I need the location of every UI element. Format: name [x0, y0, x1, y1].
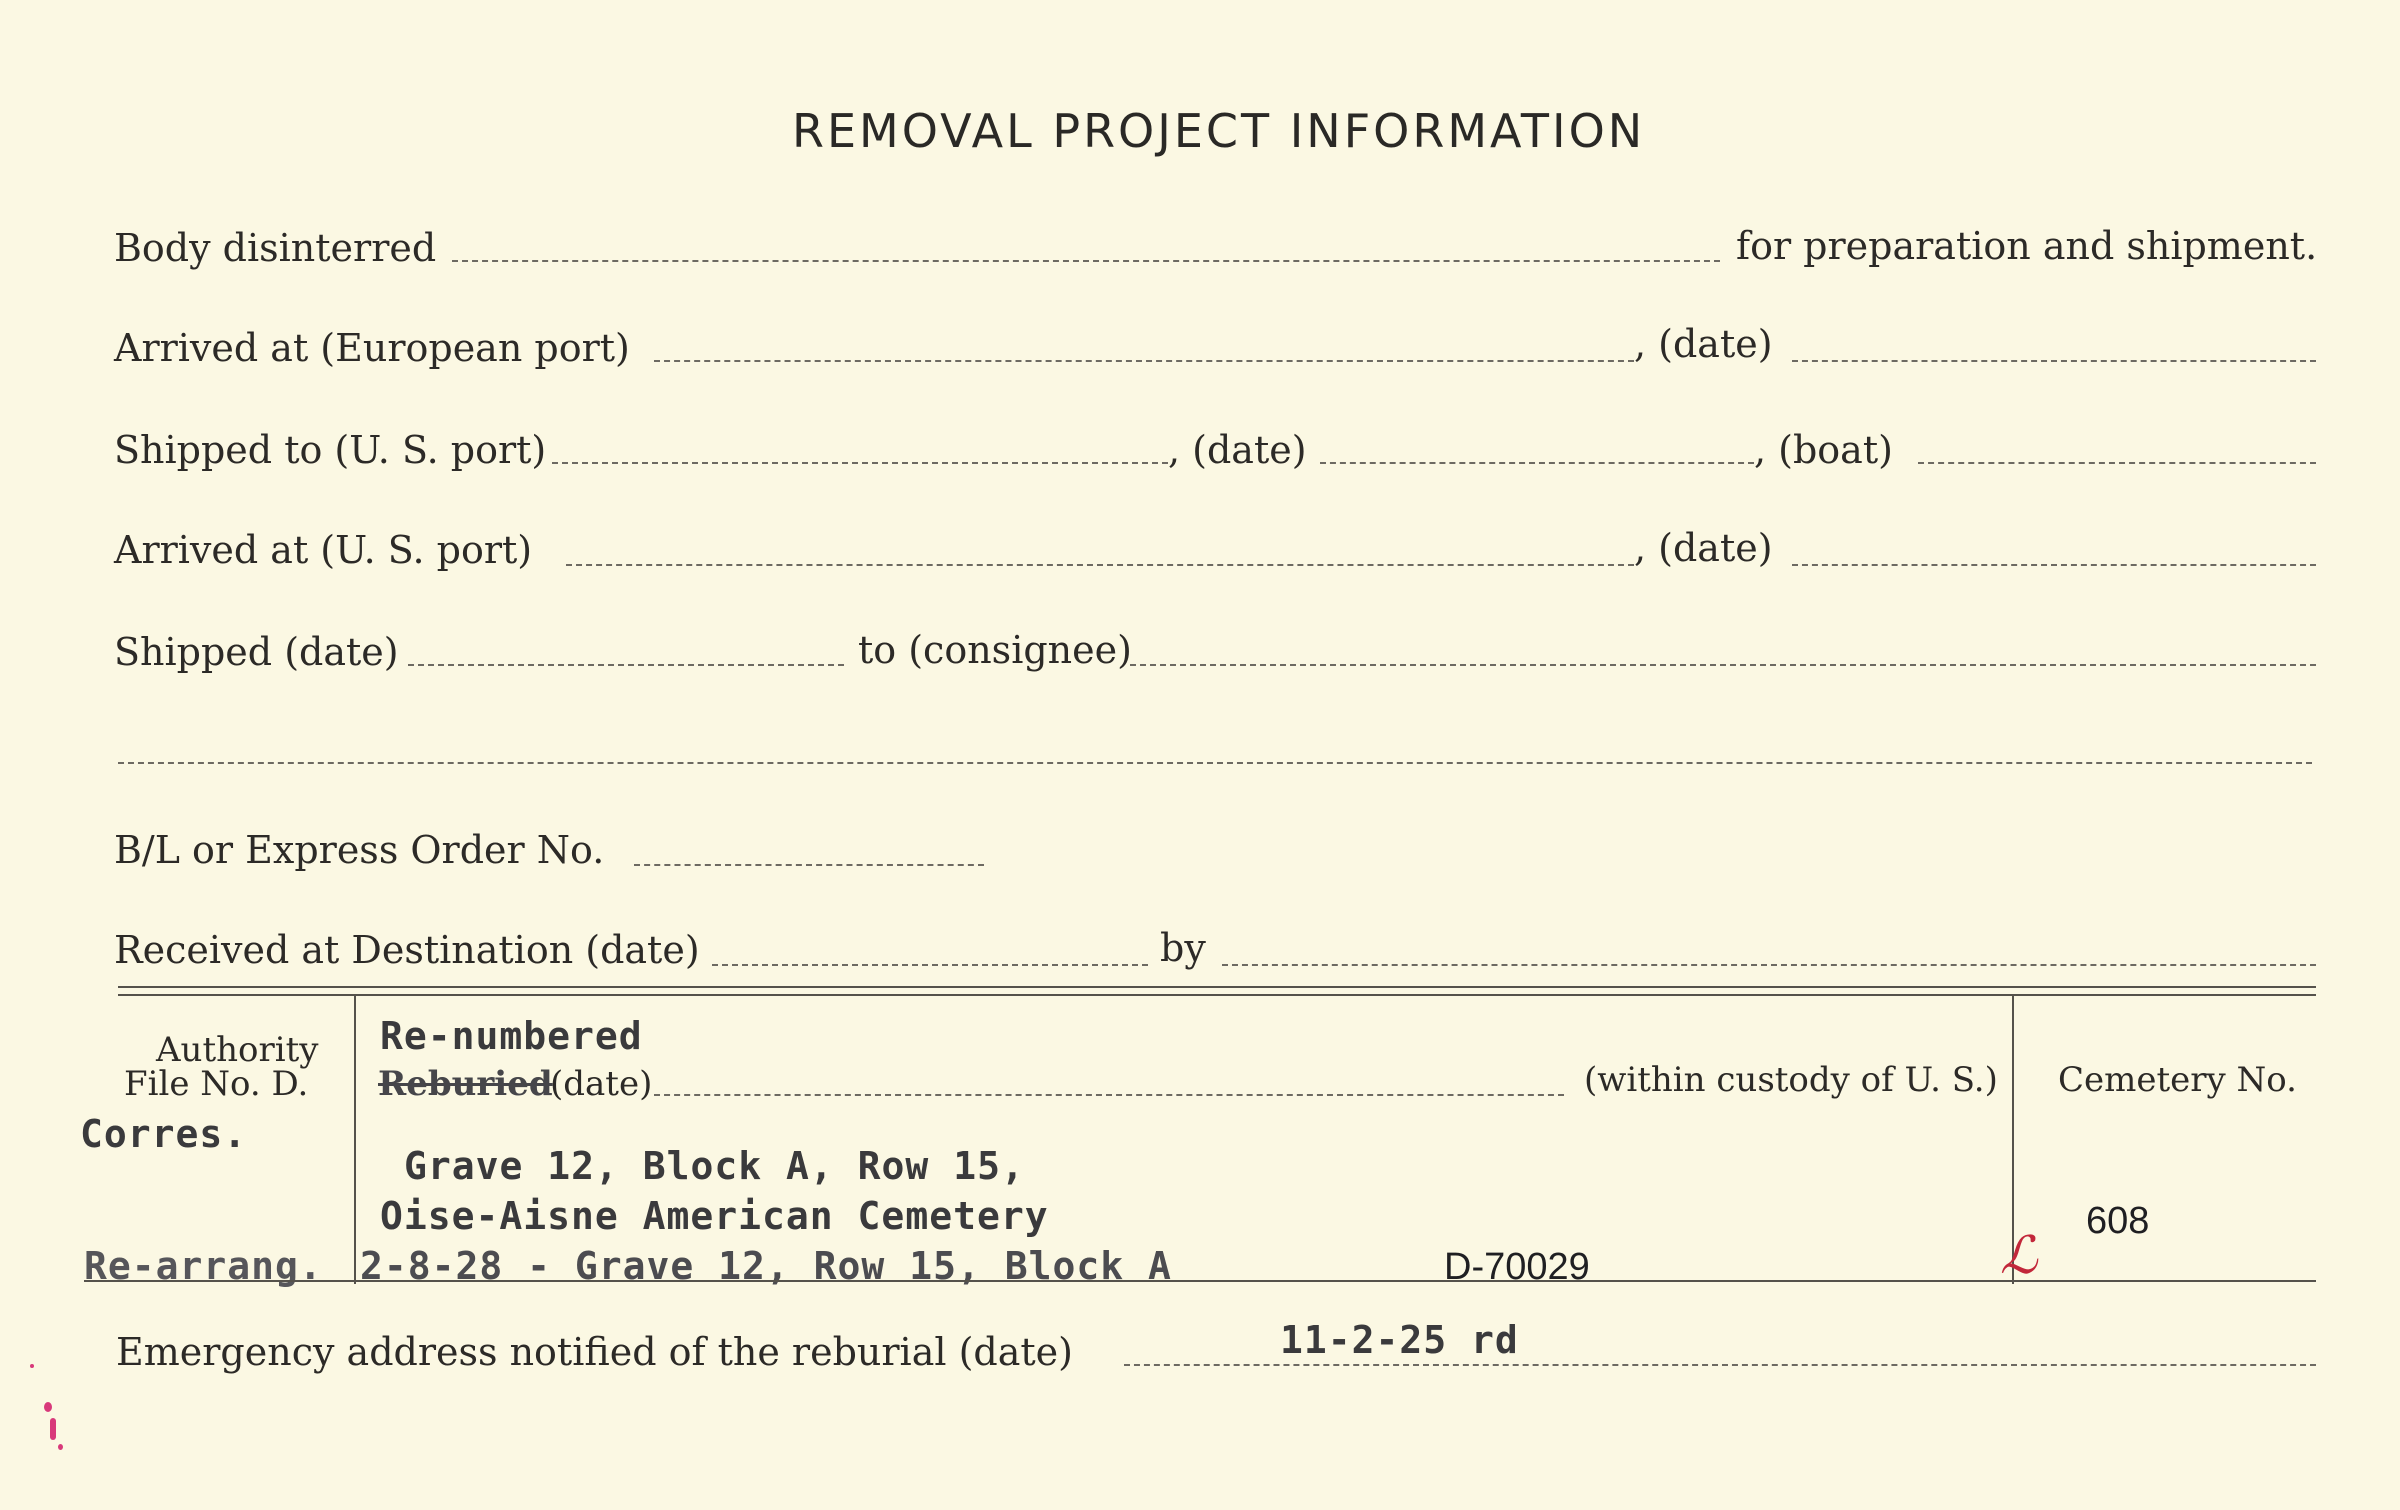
bl-express-order-label: B/L or Express Order No.	[114, 828, 605, 872]
cemetery-no-label: Cemetery No.	[2058, 1060, 2297, 1100]
grave-location-line: Grave 12, Block A, Row 15,	[404, 1144, 1025, 1188]
us-port-line	[552, 462, 1168, 464]
reburied-date-label: (date)	[550, 1064, 653, 1104]
ink-speck	[30, 1364, 34, 1368]
reburied-date-line	[654, 1094, 1564, 1096]
shipped-date-line	[1320, 462, 1754, 464]
received-by-line	[1222, 964, 2316, 966]
consignee-line	[1130, 664, 2316, 666]
arrived-us-port-label: Arrived at (U. S. port)	[114, 528, 533, 572]
file-no-label: File No. D.	[124, 1064, 309, 1104]
custody-label: (within custody of U. S.)	[1584, 1060, 1998, 1100]
authority-label: Authority	[156, 1030, 319, 1070]
european-port-line	[654, 360, 1634, 362]
boat-label: , (boat)	[1754, 428, 1893, 472]
arrived-us-port-line	[566, 564, 1634, 566]
received-destination-label: Received at Destination (date)	[114, 928, 700, 972]
european-date-line	[1792, 360, 2316, 362]
preparation-shipment-label: for preparation and shipment.	[1736, 224, 2318, 268]
cemetery-no-value: 608	[2086, 1200, 2150, 1242]
arrived-us-date-label: , (date)	[1634, 526, 1773, 570]
double-rule-top	[118, 986, 2316, 988]
consignee-continuation-line	[118, 762, 2312, 764]
reburied-struck-label: Reburied	[378, 1064, 553, 1104]
emergency-address-date: 11-2-25 rd	[1280, 1318, 1519, 1362]
emergency-address-label: Emergency address notified of the reburial (date)	[116, 1330, 1073, 1374]
consignee-label: to (consignee)	[858, 628, 1132, 672]
renumbered-heading: Re-numbered	[380, 1014, 643, 1058]
rearrange-label: Re-arrang.	[84, 1244, 323, 1288]
shipped-date-label: , (date)	[1168, 428, 1307, 472]
cemetery-name-line: Oise-Aisne American Cemetery	[380, 1194, 1049, 1238]
ink-speck	[58, 1444, 63, 1450]
red-pen-mark: ℒ	[2000, 1226, 2038, 1286]
rearrange-text: 2-8-28 - Grave 12, Row 15, Block A	[360, 1244, 1172, 1288]
body-disinterred-line	[452, 260, 1720, 262]
authority-value: Corres.	[80, 1112, 248, 1156]
arrived-us-date-line	[1792, 564, 2316, 566]
shipped-date-row-label: Shipped (date)	[114, 630, 399, 674]
received-destination-line	[712, 964, 1148, 966]
rearrange-file-no: D-70029	[1444, 1246, 1590, 1288]
box-divider-left	[354, 996, 356, 1284]
double-rule-bottom	[118, 994, 2316, 996]
shipped-date-row-line	[408, 664, 844, 666]
rearrange-baseline	[84, 1280, 2316, 1282]
ink-speck	[50, 1418, 56, 1440]
european-date-label: , (date)	[1634, 322, 1773, 366]
ink-speck	[44, 1402, 52, 1412]
received-by-label: by	[1160, 926, 1206, 970]
boat-line	[1918, 462, 2316, 464]
shipped-us-port-label: Shipped to (U. S. port)	[114, 428, 547, 472]
arrived-european-port-label: Arrived at (European port)	[114, 326, 630, 370]
bl-express-order-line	[634, 864, 984, 866]
body-disinterred-label: Body disinterred	[114, 226, 437, 270]
emergency-address-line	[1124, 1364, 2316, 1366]
card-title: REMOVAL PROJECT INFORMATION	[792, 104, 1646, 158]
